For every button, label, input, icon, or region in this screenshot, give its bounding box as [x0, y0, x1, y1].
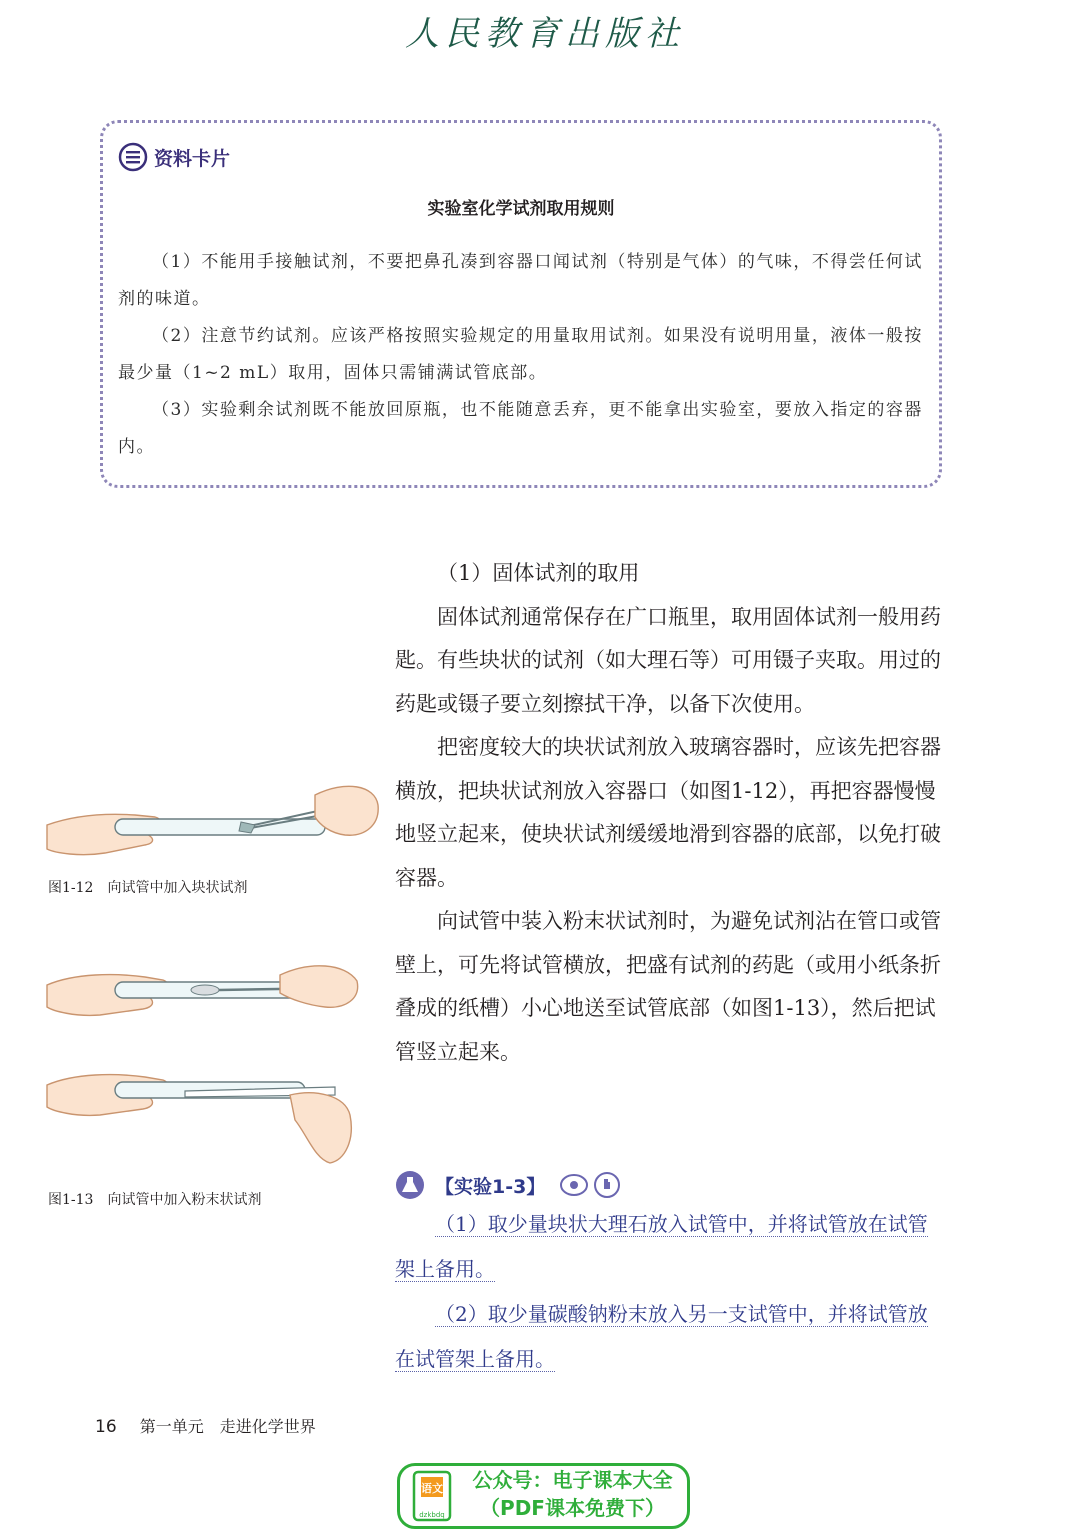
- experiment-label: 【实验1-3】: [435, 1175, 546, 1198]
- badge-text: [460, 1466, 685, 1522]
- figure-1-12-caption: 图1-12 向试管中加入块状试剂: [48, 880, 248, 896]
- experiment-step-text: （1）取少量块状大理石放入试管中，并将试管放在试管架上备用。: [395, 1212, 928, 1281]
- paragraph: 向试管中装入粉末状试剂时，为避免试剂沾在管口或管壁上，可先将试管横放，把盛有试剂的药匙（或用小纸条折叠成的纸槽）小心地送至试管底部（如图1-13），然后把试管竖立起来。: [395, 909, 941, 1064]
- paragraph: 固体试剂通常保存在广口瓶里，取用固体试剂一般用药匙。有些块状的试剂（如大理石等）可用镊子夹取。用过的药匙或镊子要立刻擦拭干净，以备下次使用。: [395, 604, 941, 716]
- info-card-label: 资料卡片: [154, 147, 231, 170]
- info-card-header: [118, 142, 230, 172]
- info-card-title: 实验室化学试剂取用规则: [427, 199, 615, 219]
- book-icon: [412, 1470, 452, 1524]
- main-text: [395, 552, 945, 1074]
- section-heading: （1）固体试剂的取用: [437, 561, 640, 585]
- paragraph: 把密度较大的块状试剂放入玻璃容器时，应该先把容器横放，把块状试剂放入容器口（如图1-12），再把容器慢慢地竖立起来，使块状试剂缓缓地滑到容器的底部，以免打破容器。: [395, 735, 941, 890]
- figure-1-12-illustration: [45, 775, 380, 870]
- experiment-step: [395, 1292, 945, 1382]
- book-icon-small-label: dzkbdq: [419, 1511, 445, 1519]
- figure-1-13-trough-illustration: [45, 1055, 360, 1165]
- eye-safety-icon: [559, 1172, 589, 1198]
- experiment-header: [395, 1170, 621, 1200]
- badge-line-2: （PDF课本免费下）: [480, 1496, 665, 1520]
- rule-item: （2）注意节约试剂。应该严格按照实验规定的用量取用试剂。如果没有说明用量，液体一般按最少量（1~2 mL）取用，固体只需铺满试管底部。: [118, 326, 923, 383]
- experiment-step: [395, 1202, 945, 1292]
- flask-icon: [395, 1170, 425, 1200]
- book-icon-label: 语文: [421, 1482, 443, 1495]
- badge-line-1: 公众号：电子课本大全: [472, 1468, 673, 1492]
- hand-safety-icon: [593, 1171, 621, 1199]
- unit-title: 第一单元 走进化学世界: [139, 1417, 316, 1436]
- figure-1-13-caption: 图1-13 向试管中加入粉末状试剂: [48, 1192, 262, 1208]
- rule-item: （1）不能用手接触试剂，不要把鼻孔凑到容器口闻试剂（特别是气体）的气味，不得尝任何试剂的味道。: [118, 252, 923, 309]
- experiment-steps: [395, 1202, 945, 1382]
- info-card-rules: [118, 244, 924, 466]
- rule-item: （3）实验剩余试剂既不能放回原瓶，也不能随意丢弃，更不能拿出实验室，要放入指定的容器内。: [118, 400, 923, 457]
- publisher-logo: 人民教育出版社: [405, 14, 685, 54]
- experiment-step-text: （2）取少量碳酸钠粉末放入另一支试管中，并将试管放在试管架上备用。: [395, 1302, 928, 1371]
- page-footer: [95, 1414, 316, 1437]
- document-icon: [118, 142, 148, 172]
- figure-1-13-spoon-illustration: [45, 955, 360, 1030]
- page-number: 16: [95, 1417, 117, 1437]
